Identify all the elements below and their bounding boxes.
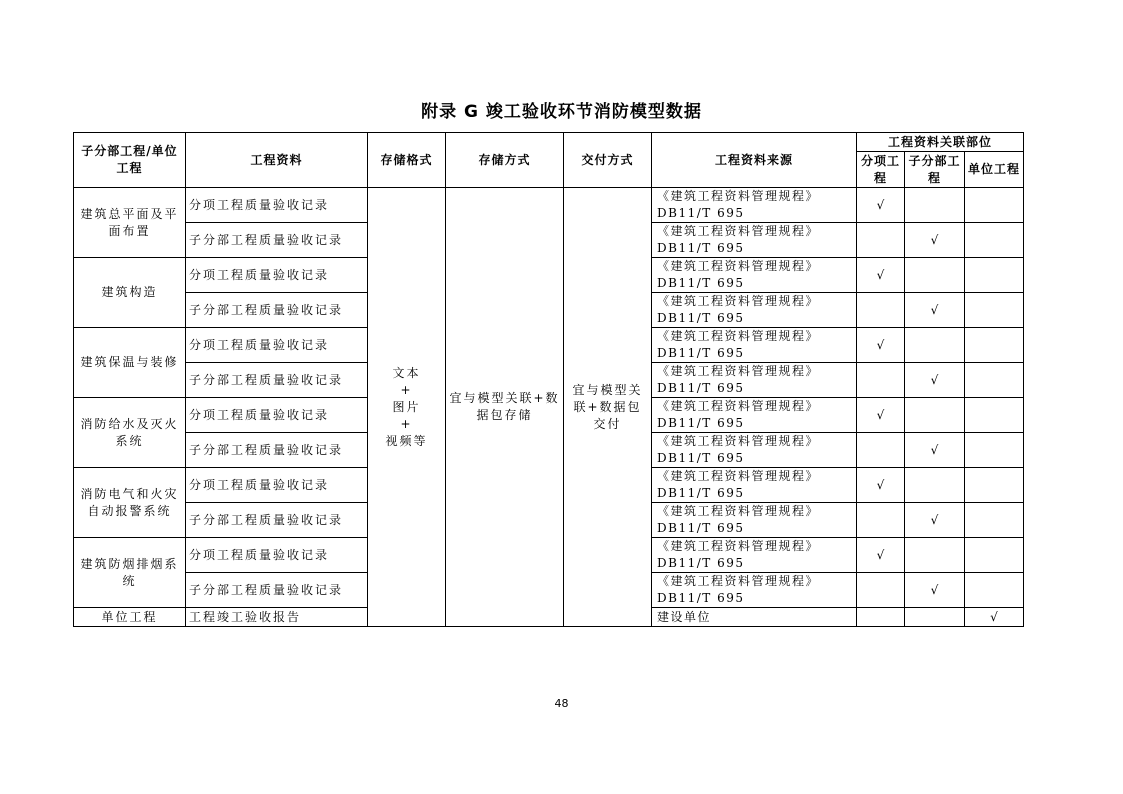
assoc-unit-cell <box>965 398 1024 433</box>
assoc-sub-cell <box>905 468 965 503</box>
sub-project-cell: 建筑总平面及平面布置 <box>74 188 186 258</box>
material-cell: 分项工程质量验收记录 <box>186 538 368 573</box>
check-mark: √ <box>876 337 885 352</box>
check-mark: √ <box>930 372 939 387</box>
assoc-unit-cell <box>965 328 1024 363</box>
check-mark: √ <box>930 512 939 527</box>
assoc-unit-cell <box>965 573 1024 608</box>
assoc-sub-cell <box>905 363 965 398</box>
assoc-unit-cell <box>965 258 1024 293</box>
material-cell: 分项工程质量验收记录 <box>186 468 368 503</box>
source-cell: 《建筑工程资料管理规程》DB11/T 695 <box>652 398 857 433</box>
check-mark: √ <box>930 582 939 597</box>
assoc-sub-cell <box>905 538 965 573</box>
material-cell: 分项工程质量验收记录 <box>186 328 368 363</box>
header-assoc-unit: 单位工程 <box>965 152 1024 188</box>
source-cell: 《建筑工程资料管理规程》DB11/T 695 <box>652 573 857 608</box>
assoc-unit-cell <box>965 223 1024 258</box>
material-cell: 分项工程质量验收记录 <box>186 188 368 223</box>
material-cell: 子分部工程质量验收记录 <box>186 293 368 328</box>
source-cell: 《建筑工程资料管理规程》DB11/T 695 <box>652 538 857 573</box>
header-storage-method: 存储方式 <box>446 133 564 188</box>
page-title: 附录 G 竣工验收环节消防模型数据 <box>421 102 702 122</box>
assoc-unit-cell <box>965 433 1024 468</box>
material-cell: 分项工程质量验收记录 <box>186 398 368 433</box>
assoc-sub-cell <box>905 258 965 293</box>
sub-project-cell: 单位工程 <box>74 608 186 627</box>
assoc-item-cell <box>857 293 905 328</box>
header-storage-format: 存储格式 <box>368 133 446 188</box>
header-source: 工程资料来源 <box>652 133 857 188</box>
source-cell: 《建筑工程资料管理规程》DB11/T 695 <box>652 468 857 503</box>
assoc-item-cell <box>857 258 905 293</box>
assoc-item-cell <box>857 573 905 608</box>
storage-format-cell: 文本 + 图片 + 视频等 <box>368 188 446 627</box>
assoc-sub-cell <box>905 573 965 608</box>
source-cell: 《建筑工程资料管理规程》DB11/T 695 <box>652 328 857 363</box>
check-mark: √ <box>876 407 885 422</box>
assoc-unit-cell <box>965 608 1024 627</box>
material-cell: 子分部工程质量验收记录 <box>186 223 368 258</box>
header-assoc-group: 工程资料关联部位 <box>857 133 1024 152</box>
sub-project-cell: 消防给水及灭火系统 <box>74 398 186 468</box>
assoc-item-cell <box>857 503 905 538</box>
source-cell: 《建筑工程资料管理规程》DB11/T 695 <box>652 223 857 258</box>
page-number: 48 <box>554 697 569 710</box>
assoc-item-cell <box>857 538 905 573</box>
material-cell: 子分部工程质量验收记录 <box>186 503 368 538</box>
assoc-item-cell <box>857 188 905 223</box>
assoc-item-cell <box>857 433 905 468</box>
sub-project-cell: 建筑保温与装修 <box>74 328 186 398</box>
header-sub-project: 子分部工程/单位工程 <box>74 133 186 188</box>
header-material: 工程资料 <box>186 133 368 188</box>
sub-project-cell: 建筑构造 <box>74 258 186 328</box>
check-mark: √ <box>876 547 885 562</box>
assoc-sub-cell <box>905 608 965 627</box>
delivery-method-cell: 宜与模型关联+数据包交付 <box>564 188 652 627</box>
assoc-unit-cell <box>965 293 1024 328</box>
assoc-item-cell <box>857 608 905 627</box>
source-cell: 《建筑工程资料管理规程》DB11/T 695 <box>652 258 857 293</box>
check-mark: √ <box>876 477 885 492</box>
assoc-sub-cell <box>905 503 965 538</box>
check-mark: √ <box>930 302 939 317</box>
assoc-item-cell <box>857 328 905 363</box>
source-cell: 建设单位 <box>652 608 857 627</box>
check-mark: √ <box>990 609 998 624</box>
check-mark: √ <box>930 232 939 247</box>
assoc-item-cell <box>857 223 905 258</box>
assoc-unit-cell <box>965 538 1024 573</box>
table-row <box>74 188 1024 223</box>
table-body <box>74 188 1024 627</box>
sub-project-cell: 建筑防烟排烟系统 <box>74 538 186 608</box>
assoc-unit-cell <box>965 503 1024 538</box>
assoc-sub-cell <box>905 328 965 363</box>
assoc-item-cell <box>857 468 905 503</box>
sub-project-cell: 消防电气和火灾自动报警系统 <box>74 468 186 538</box>
material-cell: 子分部工程质量验收记录 <box>186 573 368 608</box>
assoc-unit-cell <box>965 363 1024 398</box>
header-assoc-item: 分项工程 <box>857 152 905 188</box>
assoc-sub-cell <box>905 188 965 223</box>
assoc-sub-cell <box>905 223 965 258</box>
assoc-item-cell <box>857 363 905 398</box>
material-cell: 子分部工程质量验收记录 <box>186 363 368 398</box>
check-mark: √ <box>930 442 939 457</box>
assoc-unit-cell <box>965 468 1024 503</box>
storage-method-cell: 宜与模型关联+数据包存储 <box>446 188 564 627</box>
header-assoc-sub: 子分部工程 <box>905 152 965 188</box>
header-delivery-method: 交付方式 <box>564 133 652 188</box>
fire-model-data-table <box>73 132 1024 627</box>
material-cell: 分项工程质量验收记录 <box>186 258 368 293</box>
source-cell: 《建筑工程资料管理规程》DB11/T 695 <box>652 503 857 538</box>
assoc-sub-cell <box>905 293 965 328</box>
material-cell: 子分部工程质量验收记录 <box>186 433 368 468</box>
check-mark: √ <box>876 267 885 282</box>
source-cell: 《建筑工程资料管理规程》DB11/T 695 <box>652 433 857 468</box>
material-cell: 工程竣工验收报告 <box>186 608 368 627</box>
assoc-unit-cell <box>965 188 1024 223</box>
assoc-item-cell <box>857 398 905 433</box>
source-cell: 《建筑工程资料管理规程》DB11/T 695 <box>652 363 857 398</box>
source-cell: 《建筑工程资料管理规程》DB11/T 695 <box>652 188 857 223</box>
assoc-sub-cell <box>905 433 965 468</box>
check-mark: √ <box>876 197 885 212</box>
source-cell: 《建筑工程资料管理规程》DB11/T 695 <box>652 293 857 328</box>
assoc-sub-cell <box>905 398 965 433</box>
